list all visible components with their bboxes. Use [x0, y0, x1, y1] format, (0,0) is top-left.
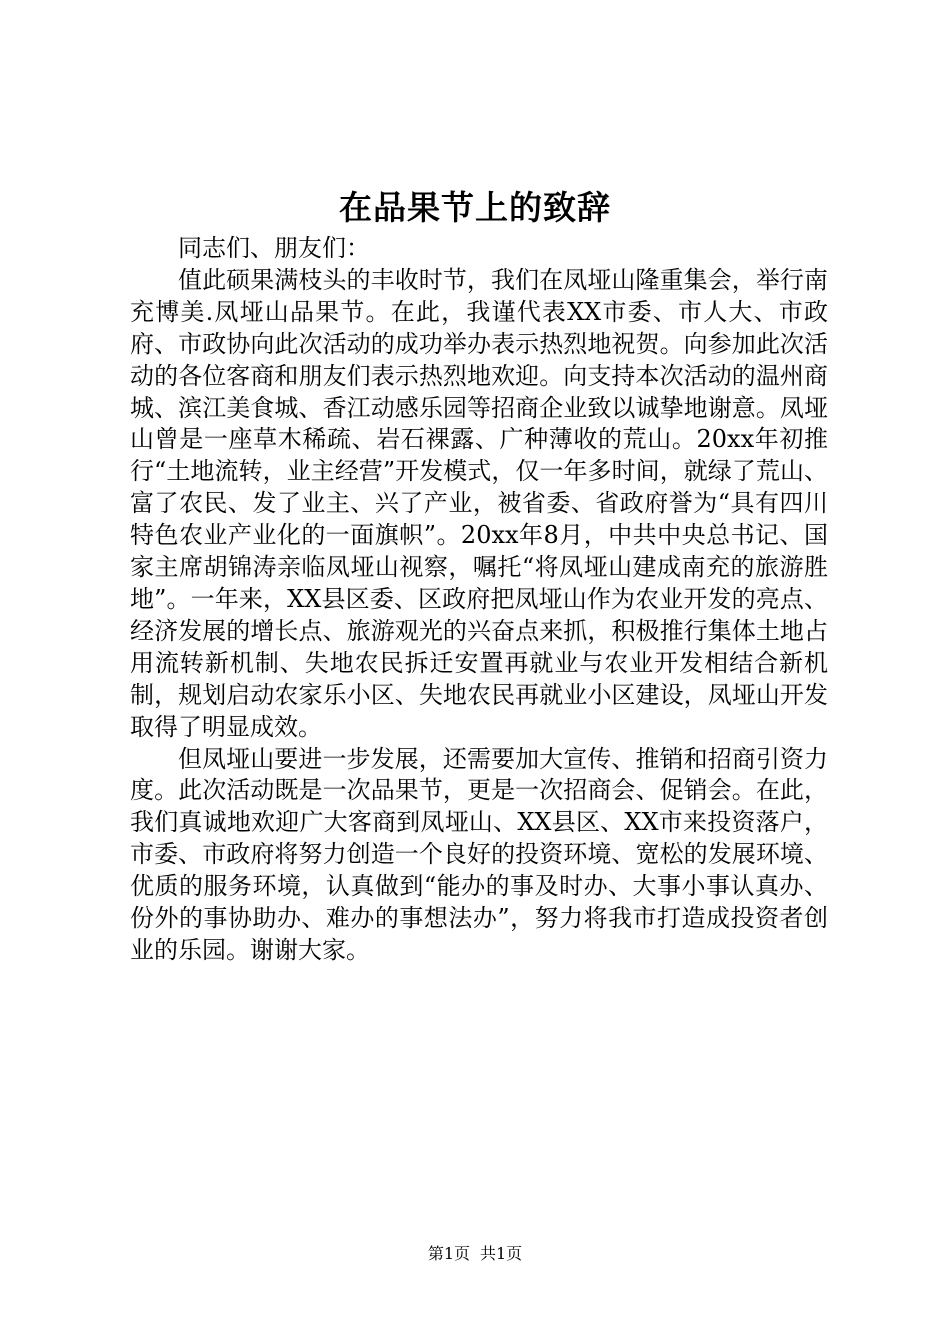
body-paragraph-1: 值此硕果满枝头的丰收时节，我们在凤垭山隆重集会，举行南充博美.凤垭山品果节。在此，我谨代表XX市委、市人大、市政府、市政协向此次活动的成功举办表示热烈地祝贺。向参加此次活动的各位客商和朋友们表示热烈地欢迎。向支持本次活动的温州商城、滨江美食城、香江动感乐园等招商企业致以诚挚地谢意。凤垭山曾是一座草木稀疏、岩石裸露、广种薄收的荒山。20xx年初推行“土地流转，业主经营”开发模式，仅一年多时间，就绿了荒山、富了农民、发了业主、兴了产业，被省委、省政府誉为“具有四川特色农业产业化的一面旗帜”。20xx年8月，中共中央总书记、国家主席胡锦涛亲临凤垭山视察，嘱托“将凤垭山建成南充的旅游胜地”。一年来，XX县区委、区政府把凤垭山作为农业开发的亮点、经济发展的增长点、旅游观光的兴奋点来抓，积极推行集体土地占用流转新机制、失地农民拆迁安置再就业与农业开发相结合新机制，规划启动农家乐小区、失地农民再就业小区建设，凤垭山开发取得了明显成效。 — [130, 265, 828, 741]
salutation: 同志们、朋友们： — [178, 234, 370, 262]
body-paragraph-2: 但凤垭山要进一步发展，还需要加大宣传、推销和招商引资力度。此次活动既是一次品果节，更是一次招商会、促销会。在此，我们真诚地欢迎广大客商到凤垭山、XX县区、XX市来投资落户，市委、市政府将努力创造一个良好的投资环境、宽松的发展环境、优质的服务环境，认真做到“能办的事及时办、大事小事认真办、份外的事协助办、难办的事想法办”，努力将我市打造成投资者创业的乐园。谢谢大家。 — [130, 744, 828, 964]
document-body — [130, 233, 828, 967]
page-total: 共1页 — [480, 1244, 523, 1263]
document-title: 在品果节上的致辞 — [339, 188, 611, 227]
page-number: 第1页 — [427, 1244, 470, 1263]
page-footer — [0, 1243, 950, 1265]
